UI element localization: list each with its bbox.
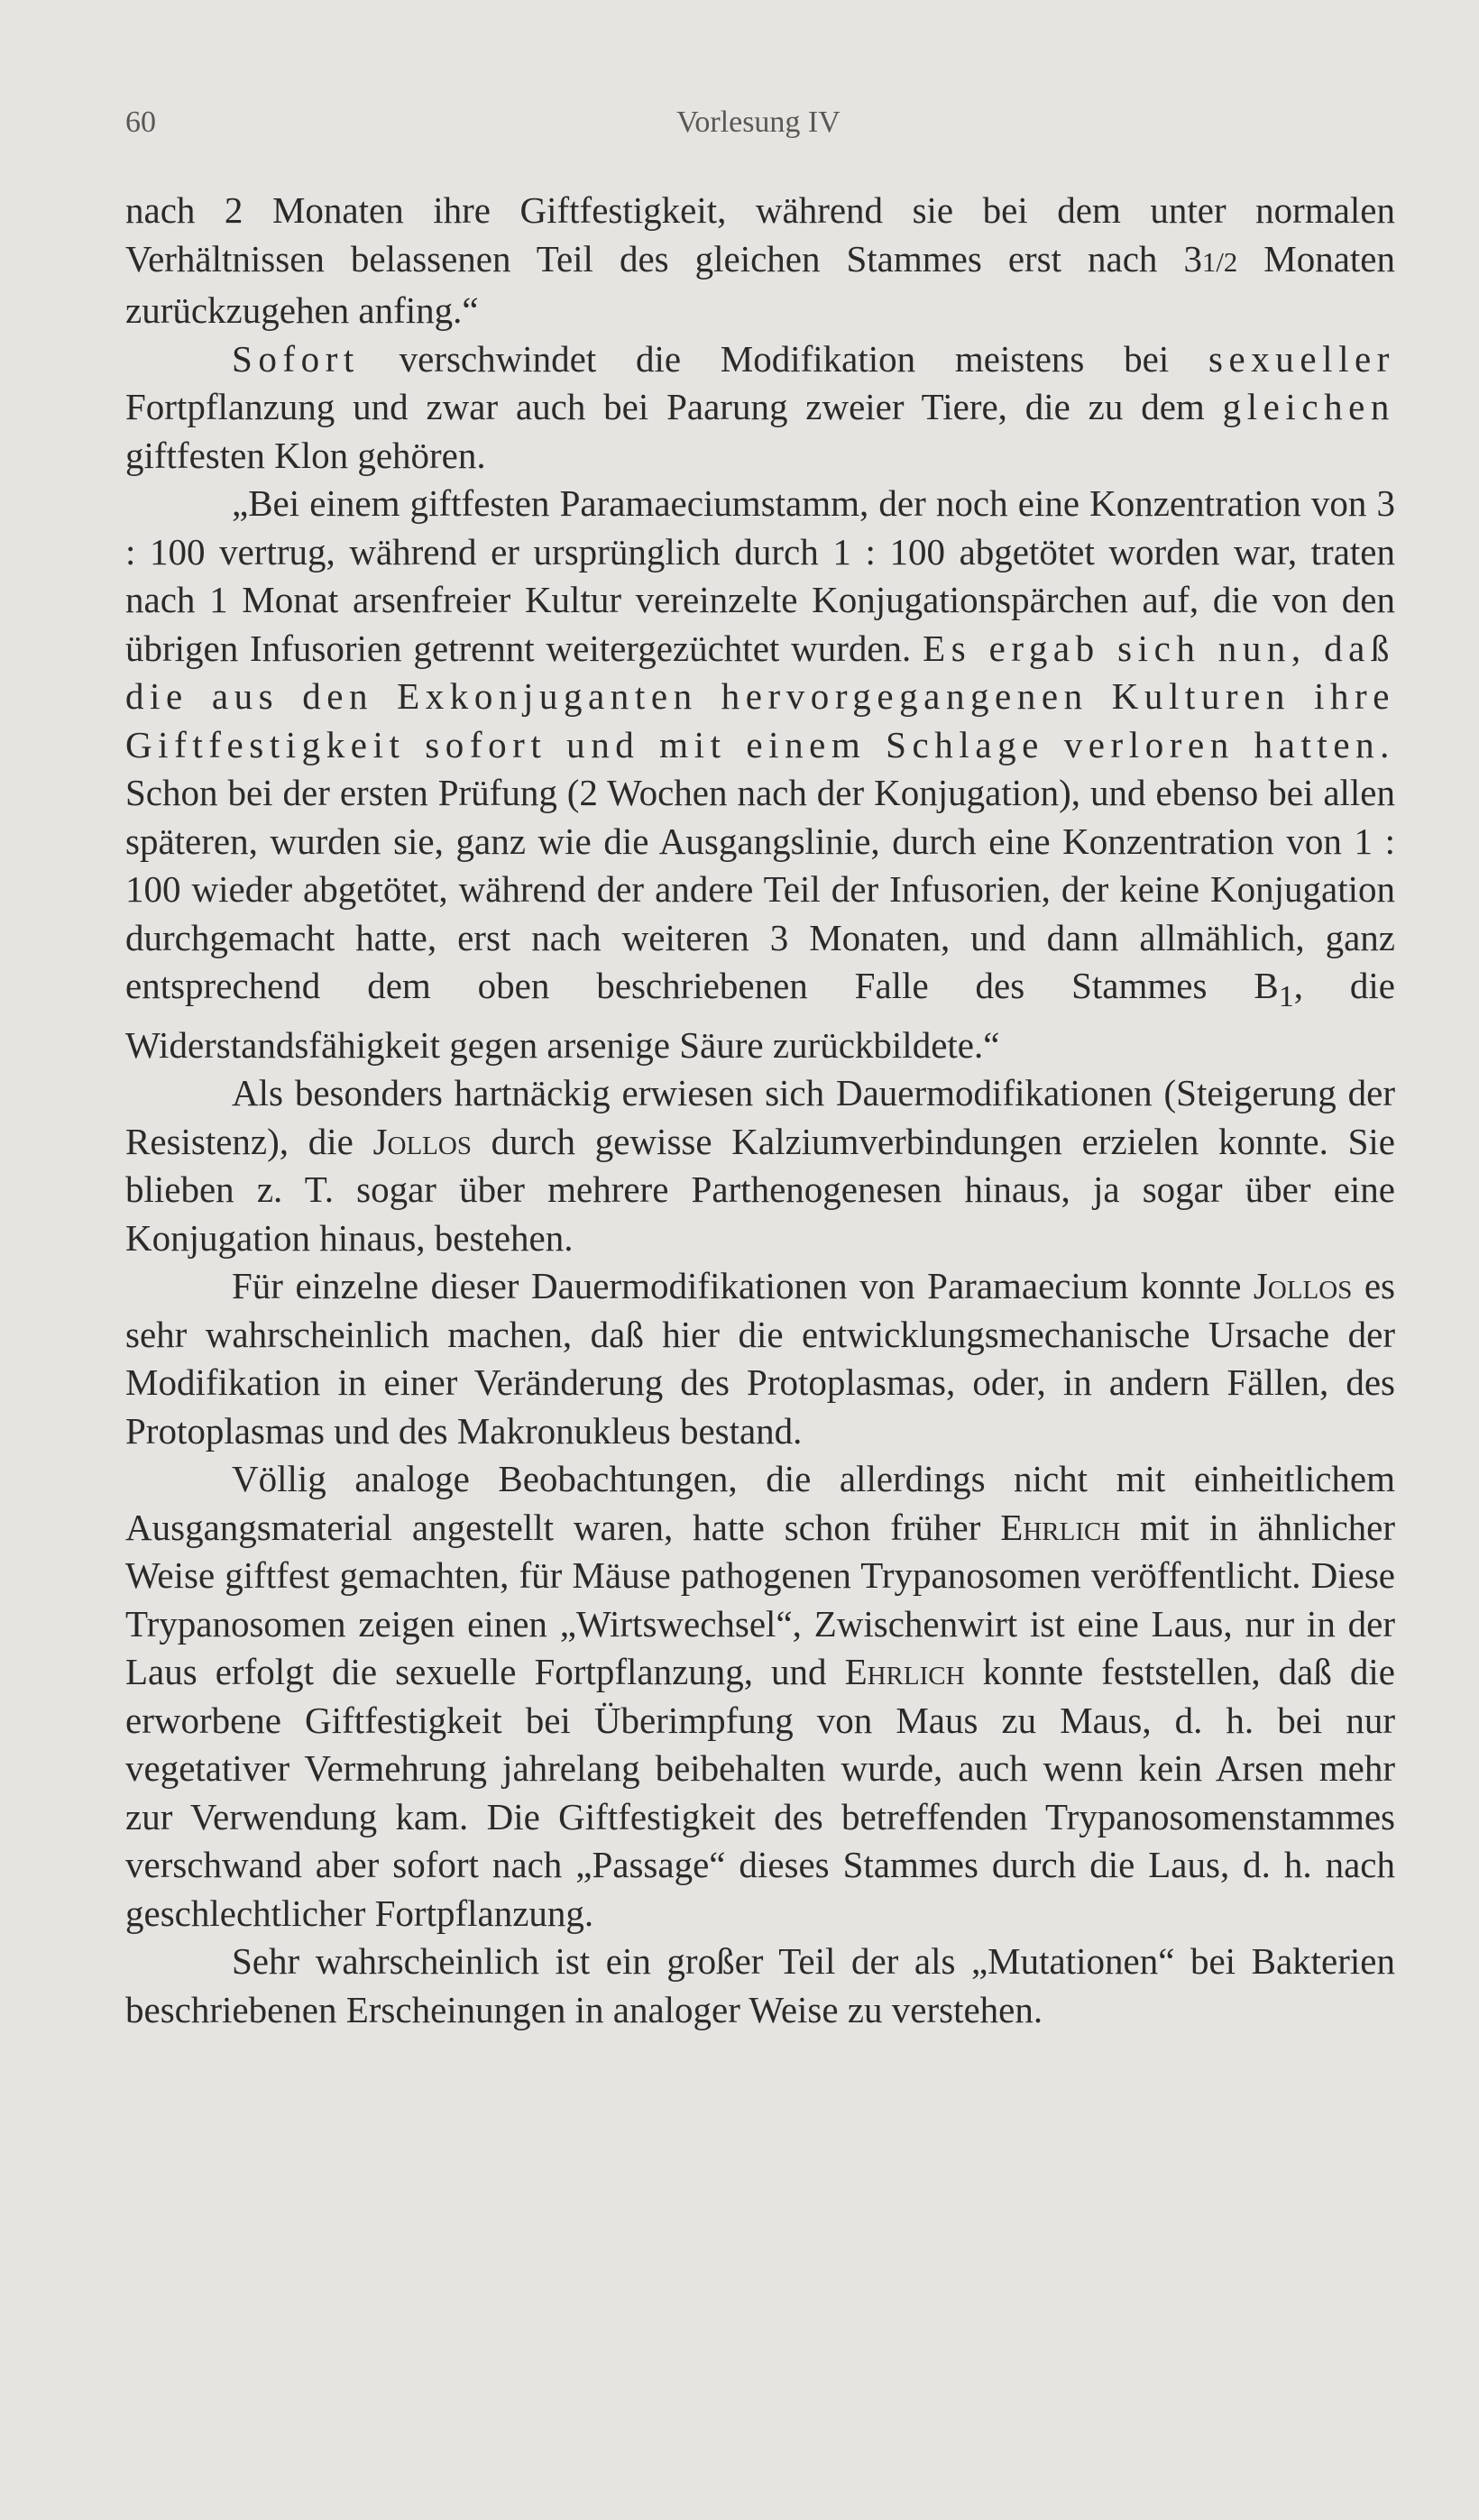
paragraph-6	[125, 1455, 1395, 1938]
author-name-ehrlich: Ehrlich	[1000, 1506, 1121, 1548]
author-name-ehrlich: Ehrlich	[844, 1651, 965, 1693]
paragraph-5	[125, 1262, 1395, 1455]
paragraph-4-text-1: Als besonders hartnäckig erwiesen sich Dauermodifikationen (Steigerung der Resistenz), die	[125, 1072, 1395, 1162]
paragraph-2	[125, 335, 1395, 481]
paragraph-3	[125, 480, 1395, 1069]
paragraph-3-text-2: Schon bei der ersten Prüfung (2 Wochen nach der Konjugation), und ebenso bei allen späteren, wurden sie, ganz wie die Ausgangslinie, durch eine Konzentration von 1 : 100 wieder abgetötet, während der andere Teil der Infusorien, der keine Konjugation durchgemacht hatte, erst nach weiteren 3 Monaten, und dann allmählich, ganz entsprechend dem oben beschriebenen Falle des Stammes B	[125, 772, 1395, 1006]
page-header	[125, 101, 1392, 144]
paragraph-7	[125, 1938, 1395, 2034]
fraction: 1/2	[1201, 246, 1238, 278]
paragraph-6-text-1: Völlig analoge Beobachtungen, die allerdings nicht mit einheitlichem Ausgangsmaterial angestellt waren, hatte schon früher	[125, 1458, 1395, 1548]
paragraph-2-text-3: giftfesten Klon gehören.	[125, 434, 486, 476]
paragraph-4-text-2: durch gewisse Kalziumverbindungen erzielen konnte. Sie blieben z. T. sogar über mehrere Parthenogenesen hinaus, ja sogar über eine Konjugation hinaus, bestehen.	[125, 1120, 1395, 1259]
paragraph-7-text-1: Sehr wahrscheinlich ist ein großer Teil der als „Mutationen“ bei Bakterien beschriebenen Erscheinungen in analoger Weise zu verstehen.	[125, 1940, 1395, 2030]
paragraph-6-text-3: konnte feststellen, daß die erworbene Giftfestigkeit bei Überimpfung von Maus zu Maus, d. h. bei nur vegetativer Vermehrung jahrelang beibehalten wurde, auch wenn kein Arsen mehr zur Verwendung kam. Die Giftfestigkeit des betreffenden Trypanosomenstammes verschwand aber sofort nach „Passage“ dieses Stammes durch die Laus, d. h. nach geschlechtlicher Fortpflanzung.	[125, 1651, 1395, 1934]
paragraph-6-text-2: mit in ähnlicher Weise giftfest gemachten, für Mäuse pathogenen Trypanosomen veröffentlicht. Diese Trypanosomen zeigen einen „Wirtswechsel“, Zwischenwirt ist eine Laus, nur in der Laus erfolgt die sexuelle Fortpflanzung, und	[125, 1506, 1395, 1693]
subscript: 1	[1278, 980, 1294, 1014]
paragraph-2-text-2: Fortpflanzung und zwar auch bei Paarung zweier Tiere, die zu dem	[125, 386, 1223, 427]
spaced-emphasis: Es ergab sich nun, daß die aus den Exkonjuganten hervorgegangenen Kulturen ihre Giftfestigkeit sofort und mit einem Schlage verloren hatten.	[125, 627, 1395, 765]
spaced-word-sexueller: sexueller	[1208, 337, 1395, 380]
paragraph-5-text-2: es sehr wahrscheinlich machen, daß hier die entwicklungsmechanische Ursache der Modifikation in einer Veränderung des Protoplasmas, oder, in andern Fällen, des Protoplasmas und des Makronukleus bestand.	[125, 1265, 1395, 1452]
paragraph-1-text-a: nach 2 Monaten ihre Giftfestigkeit, während sie bei dem unter normalen Verhältnissen belassenen Teil des gleichen Stammes erst nach 3	[125, 189, 1395, 279]
paragraph-4	[125, 1069, 1395, 1262]
paragraph-3-text-3: , die Widerstandsfähigkeit gegen arsenige Säure zurückbildete.“	[125, 965, 1396, 1066]
author-name-jollos: Jollos	[1253, 1265, 1353, 1307]
paragraph-2-text-1: verschwindet die Modifikation meistens bei	[359, 337, 1208, 380]
spaced-word-gleichen: gleichen	[1222, 386, 1395, 427]
spaced-word-sofort: Sofort	[232, 337, 360, 380]
page-number: 60	[125, 105, 156, 139]
paragraph-5-text-1: Für einzelne dieser Dauermodifikationen von Paramaecium konnte	[232, 1265, 1254, 1307]
body-text	[125, 187, 1395, 2034]
running-head: Vorlesung IV	[676, 105, 841, 139]
author-name-jollos: Jollos	[372, 1120, 472, 1162]
paragraph-1	[125, 187, 1395, 335]
paragraph-3-text-1: „Bei einem giftfesten Paramaeciumstamm, der noch eine Konzentration von 3 : 100 vertrug, während er ursprünglich durch 1 : 100 abgetötet worden war, traten nach 1 Monat arsenfreier Kultur vereinzelte Konjugationspärchen auf, die von den übrigen Infusorien getrennt weitergezüchtet wurden.	[125, 482, 1395, 669]
paragraph-1-text-b: Monaten zurückzugehen anfing.“	[125, 237, 1396, 331]
